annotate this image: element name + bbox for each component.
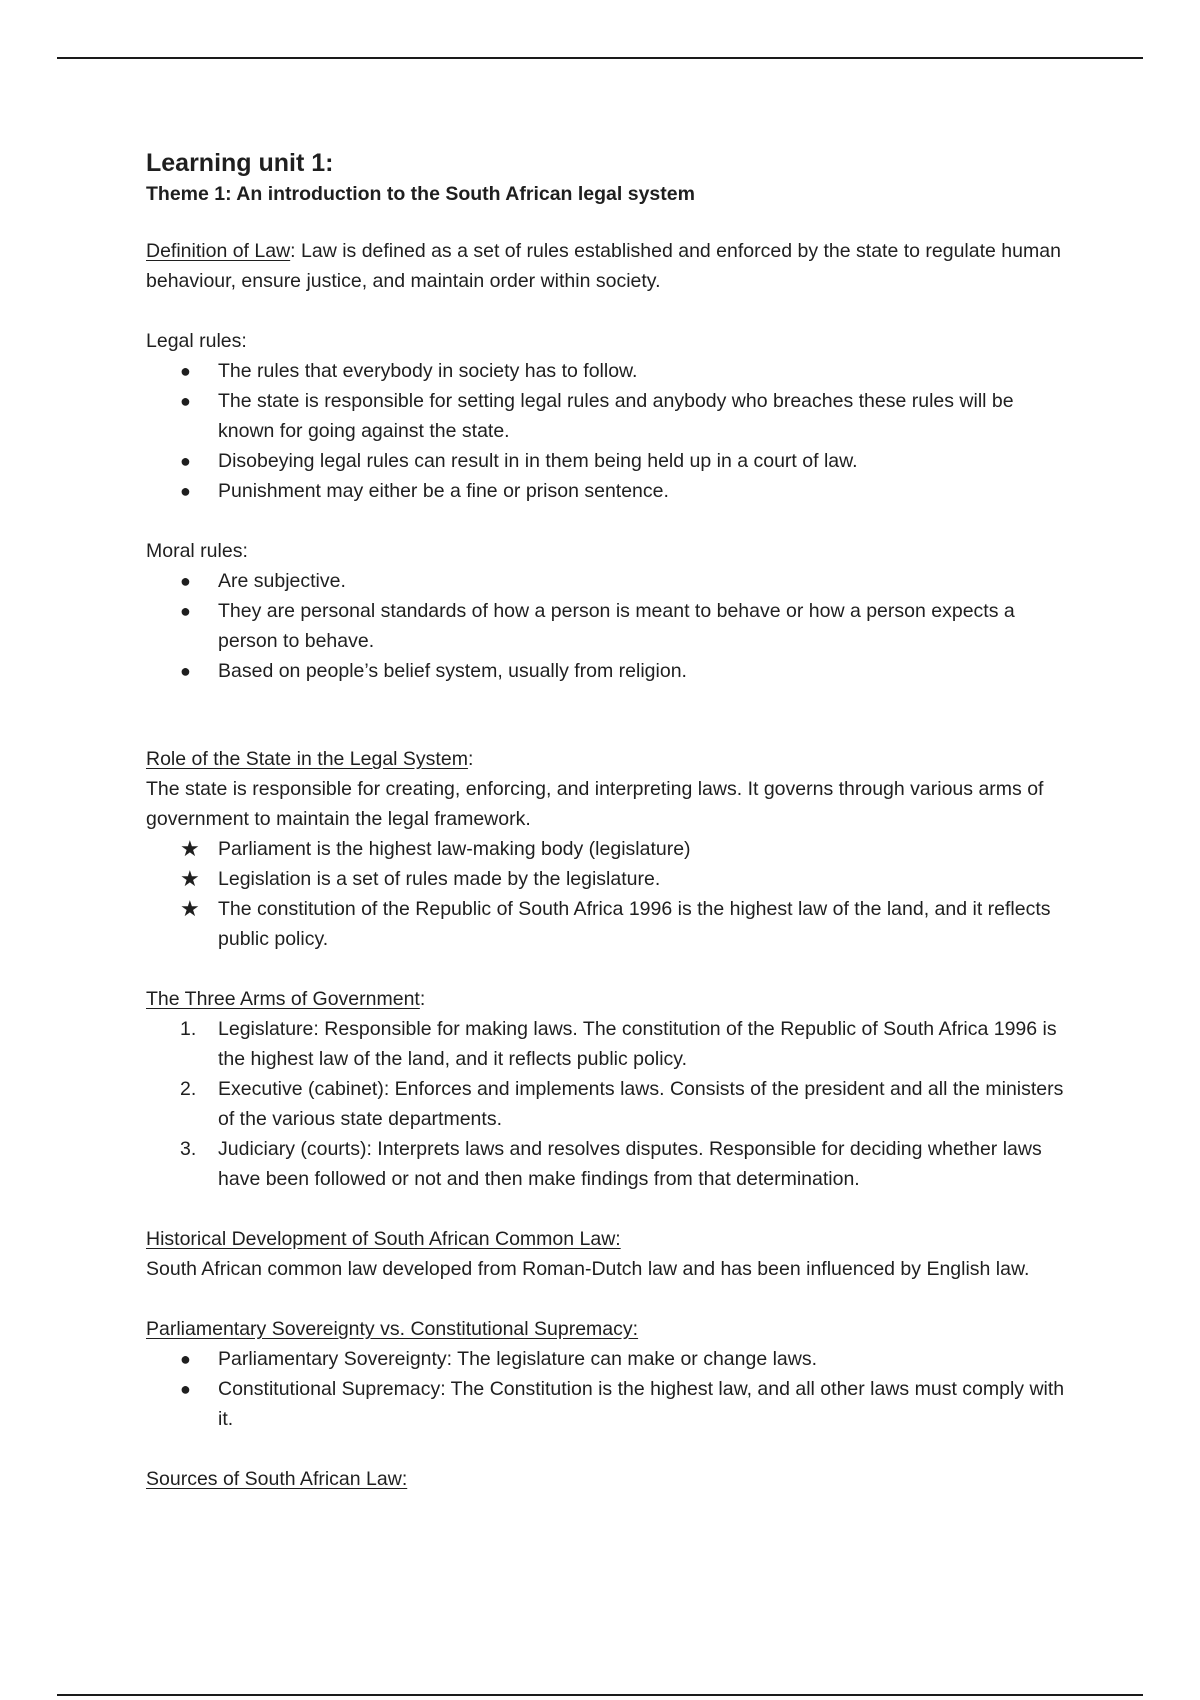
list-item: ● Are subjective. — [146, 566, 1066, 596]
page-subtitle: Theme 1: An introduction to the South African legal system — [146, 183, 695, 205]
document-body — [146, 146, 1066, 1494]
bullet-icon: ● — [180, 571, 191, 591]
bullet-icon: ● — [180, 601, 191, 621]
list-item: 2. Executive (cabinet): Enforces and implements laws. Consists of the president and all the ministers of the various state departments. — [180, 1078, 1064, 1130]
list-item: 1. Legislature: Responsible for making laws. The constitution of the Republic of South Africa 1996 is the highest law of the land, and it reflects public policy. — [180, 1018, 1057, 1070]
definition-paragraph — [146, 236, 1066, 296]
list-item: ● Constitutional Supremacy: The Constitution is the highest law, and all other laws must comply with it. — [146, 1374, 1066, 1434]
sources-heading: Sources of South African Law: — [146, 1468, 408, 1490]
bullet-icon: ● — [180, 1379, 191, 1399]
moral-rules-list — [146, 566, 1066, 686]
header-rule — [57, 57, 1143, 59]
sovereignty-list — [146, 1344, 1066, 1434]
definition-text: : Law is defined as a set of rules established and enforced by the state to regulate human behaviour, ensure justice, and maintain order within society. — [146, 240, 1061, 292]
list-item: ● They are personal standards of how a person is meant to behave or how a person expects a person to behave. — [146, 596, 1066, 656]
bullet-icon: ● — [180, 361, 191, 381]
definition-heading: Definition of Law — [146, 240, 291, 262]
bullet-icon: ● — [180, 1349, 191, 1369]
list-item: ★ Legislation is a set of rules made by the legislature. — [146, 864, 1066, 894]
list-item: ● The rules that everybody in society has to follow. — [146, 356, 1066, 386]
bullet-icon: ● — [180, 481, 191, 501]
star-icon: ★ — [180, 866, 200, 891]
sovereignty-heading: Parliamentary Sovereignty vs. Constitutional Supremacy: — [146, 1318, 639, 1340]
list-item: ● Disobeying legal rules can result in in them being held up in a court of law. — [146, 446, 1066, 476]
page-title: Learning unit 1: — [146, 149, 334, 177]
list-item: 3. Judiciary (courts): Interprets laws and resolves disputes. Responsible for deciding whether laws have been followed or not and then make findings from that determination. — [180, 1138, 1042, 1190]
footer-rule — [57, 1694, 1143, 1696]
legal-rules-heading: Legal rules: — [146, 330, 247, 352]
three-arms-list — [146, 1014, 1066, 1194]
bullet-icon: ● — [180, 661, 191, 681]
three-arms-heading: The Three Arms of Government: — [146, 988, 426, 1010]
star-icon: ★ — [180, 836, 200, 861]
bullet-icon: ● — [180, 451, 191, 471]
historical-text: South African common law developed from Roman-Dutch law and has been influenced by English law. — [146, 1258, 1030, 1280]
bullet-icon: ● — [180, 391, 191, 411]
moral-rules-heading: Moral rules: — [146, 540, 248, 562]
list-item: ● Punishment may either be a fine or prison sentence. — [146, 476, 1066, 506]
role-of-state-list — [146, 834, 1066, 954]
list-item: ● Based on people’s belief system, usually from religion. — [146, 656, 1066, 686]
list-item: ● The state is responsible for setting legal rules and anybody who breaches these rules will be known for going against the state. — [146, 386, 1066, 446]
legal-rules-list — [146, 356, 1066, 506]
list-item: ★ Parliament is the highest law-making body (legislature) — [146, 834, 1066, 864]
star-icon: ★ — [180, 896, 200, 921]
role-of-state-heading: Role of the State in the Legal System: — [146, 748, 474, 770]
list-item: ● Parliamentary Sovereignty: The legislature can make or change laws. — [146, 1344, 1066, 1374]
list-item: ★ The constitution of the Republic of South Africa 1996 is the highest law of the land, and it reflects public policy. — [180, 896, 1051, 950]
historical-heading: Historical Development of South African Common Law: — [146, 1228, 621, 1250]
role-of-state-text: The state is responsible for creating, enforcing, and interpreting laws. It governs through various arms of government to maintain the legal framework. — [146, 778, 1044, 830]
